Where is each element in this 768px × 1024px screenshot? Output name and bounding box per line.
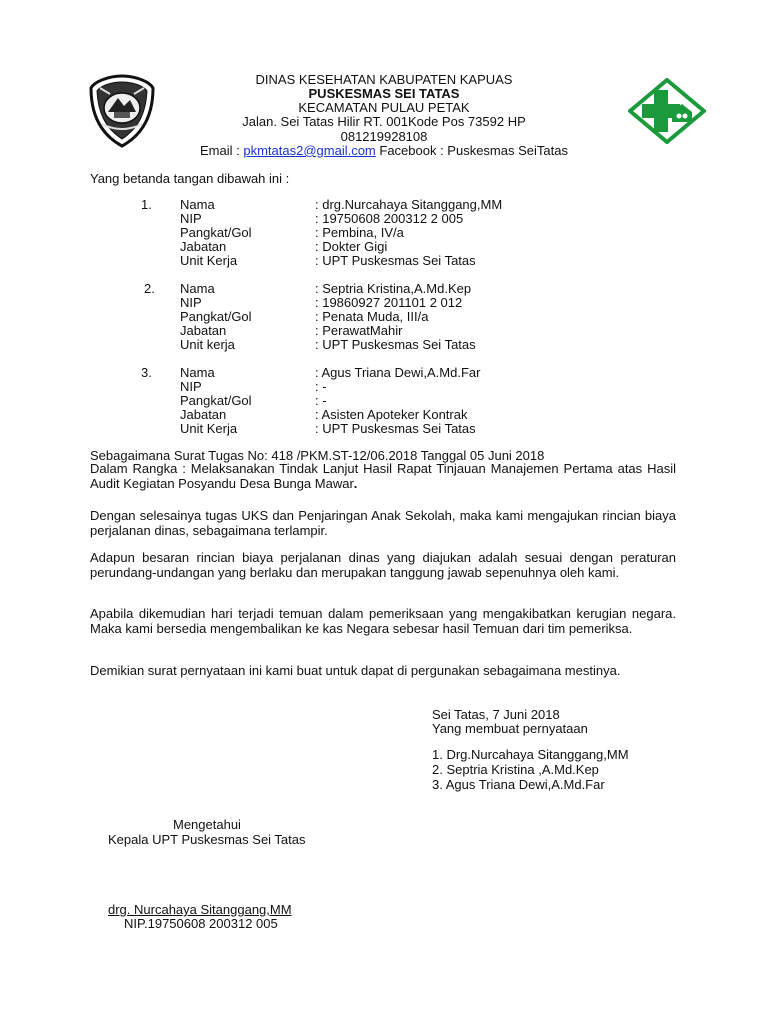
field-value: : PerawatMahir [315,323,403,338]
signer-item: 3. Agus Triana Dewi,A.Md.Far [432,777,605,792]
field-value: : UPT Puskesmas Sei Tatas [315,337,476,352]
field-value: : 19750608 200312 2 005 [315,211,464,226]
contact-line [0,143,768,158]
purpose-paragraph [90,462,676,491]
field-label: Nama [180,365,215,380]
field-label: Unit kerja [180,337,235,352]
field-value: : Dokter Gigi [315,239,388,254]
field-label: Jabatan [180,323,227,338]
intro-text: Yang betanda tangan dibawah ini : [90,171,290,186]
field-label: Pangkat/Gol [180,309,252,324]
field-value: : drg.Nurcahaya Sitanggang,MM [315,197,503,212]
field-label: Pangkat/Gol [180,393,252,408]
field-value: : Septria Kristina,A.Md.Kep [315,281,472,296]
purpose-period: . [353,475,358,491]
place-date: Sei Tatas, 7 Juni 2018 [432,707,560,722]
signature-heading: Yang membuat pernyataan [432,721,588,736]
facebook-label: Facebook : Puskesmas SeiTatas [375,143,568,158]
field-value: : 19860927 201101 2 012 [315,295,463,310]
field-value: : Pembina, IV/a [315,225,404,240]
person-number: 2. [144,281,155,296]
field-label: Jabatan [180,407,227,422]
email-label: Email : [200,143,244,158]
field-label: NIP [180,295,202,310]
puskesmas-name: PUSKESMAS SEI TATAS [308,86,460,101]
field-value: : Asisten Apoteker Kontrak [315,407,468,422]
field-label: Unit Kerja [180,421,238,436]
field-label: Unit Kerja [180,253,238,268]
closing-paragraph: Demikian surat pernyataan ini kami buat untuk dapat di pergunakan sebagaimana mestinya. [90,663,621,678]
completion-paragraph: Dengan selesainya tugas UKS dan Penjaringan Anak Sekolah, maka kami mengajukan rincian biaya perjalanan dinas, sebagaimana terlampir. [90,508,676,538]
address-line: Jalan. Sei Tatas Hilir RT. 001Kode Pos 73592 HP [242,114,526,129]
field-value: : - [315,379,327,394]
field-label: NIP [180,211,202,226]
field-value: : Agus Triana Dewi,A.Md.Far [315,365,481,380]
field-value: : Penata Muda, III/a [315,309,429,324]
field-label: NIP [180,379,202,394]
approval-title: Kepala UPT Puskesmas Sei Tatas [108,832,306,847]
approval-label: Mengetahui [173,817,241,832]
field-value: : - [315,393,327,408]
field-value: : UPT Puskesmas Sei Tatas [315,421,476,436]
signer-item: 2. Septria Kristina ,A.Md.Kep [432,762,599,777]
district-name: KECAMATAN PULAU PETAK [298,100,470,115]
field-label: Nama [180,197,215,212]
email-link[interactable]: pkmtatas2@gmail.com [243,143,376,158]
field-label: Nama [180,281,215,296]
field-value: : UPT Puskesmas Sei Tatas [315,253,476,268]
approval-nip: NIP.19750608 200312 005 [124,916,278,931]
cost-paragraph: Adapun besaran rincian biaya perjalanan dinas yang diajukan adalah sesuai dengan peraturan perundang-undangan yang berlaku dan merupakan tanggung jawab sepenuhnya oleh kami. [90,550,676,580]
field-label: Pangkat/Gol [180,225,252,240]
assignment-letter-ref: Sebagaimana Surat Tugas No: 418 /PKM.ST-12/06.2018 Tanggal 05 Juni 2018 [90,448,545,463]
agency-name: DINAS KESEHATAN KABUPATEN KAPUAS [255,72,513,87]
phone-number: 081219928108 [340,129,428,144]
field-label: Jabatan [180,239,227,254]
person-number: 1. [141,197,152,212]
liability-paragraph: Apabila dikemudian hari terjadi temuan dalam pemeriksaan yang mengakibatkan kerugian negara. Maka kami bersedia mengembalikan ke kas Negara sebesar hasil Temuan dari tim pemeriksa. [90,606,676,636]
person-number: 3. [141,365,152,380]
signer-item: 1. Drg.Nurcahaya Sitanggang,MM [432,747,629,762]
purpose-text: Dalam Rangka : Melaksanakan Tindak Lanjut Hasil Rapat Tinjauan Manajemen Pertama atas Hasil Audit Kegiatan Posyandu Desa Bunga Mawar [90,461,676,491]
approval-name: drg. Nurcahaya Sitanggang,MM [108,902,292,917]
